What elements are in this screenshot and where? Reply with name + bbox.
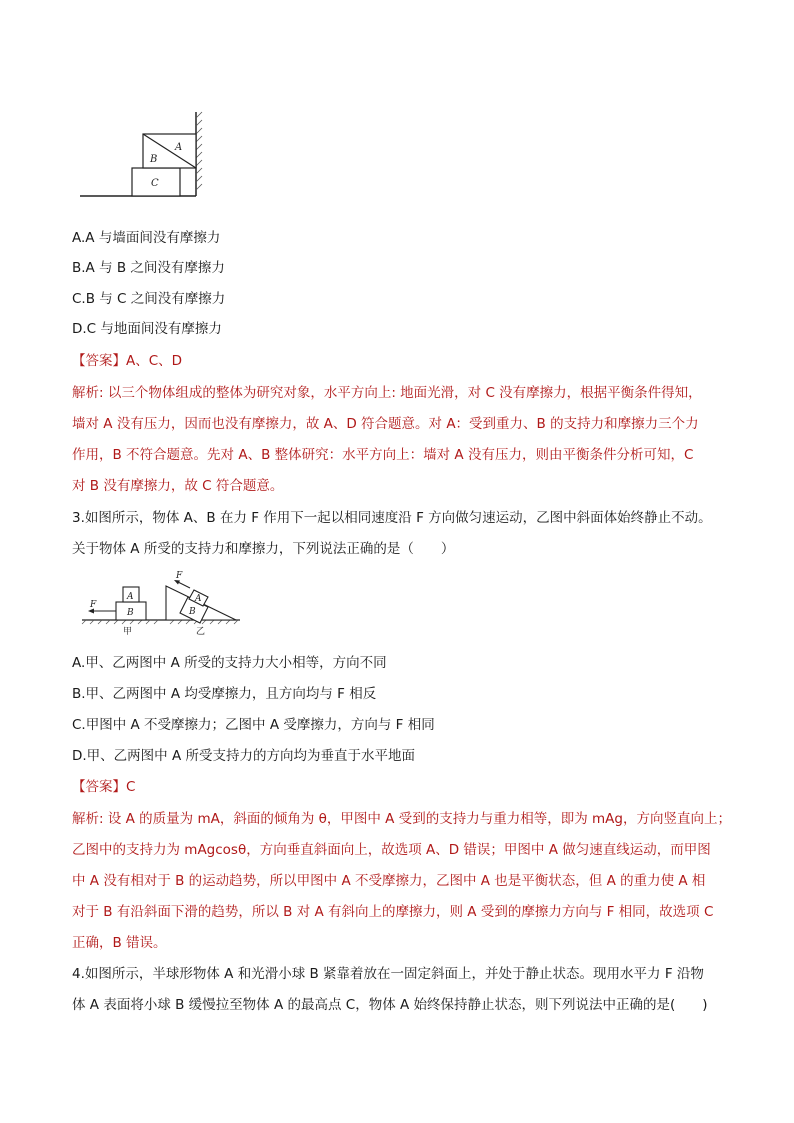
question-text: 体 A 表面将小球 B 缓慢拉至物体 A 的最高点 C，物体 A 始终保持静止状态，则下列说法中正确的是( ): [72, 997, 708, 1013]
label-b-jia: B: [127, 608, 134, 618]
analysis-line: 墙对 A 没有压力，因而也没有摩擦力，故 A、D 符合题意。对 A：受到重力、B 的支持力和摩擦力三个力: [72, 416, 699, 432]
analysis-line: 对于 B 有沿斜面下滑的趋势，所以 B 对 A 有斜向上的摩擦力，则 A 受到的摩擦力方向与 F 相同，故选项 C: [72, 904, 714, 920]
analysis-line: 乙图中的支持力为 mAgcosθ，方向垂直斜面向上，故选项 A、D 错误；甲图中 A 做匀速直线运动，而甲图: [72, 842, 711, 858]
analysis-line: 作用，B 不符合题意。先对 A、B 整体研究：水平方向上：墙对 A 没有压力，则由平衡条件分析可知，C: [72, 447, 694, 463]
answer-label: 【答案】C: [72, 779, 136, 795]
analysis-line: 对 B 没有摩擦力，故 C 符合题意。: [72, 478, 284, 494]
option-b: B.甲、乙两图中 A 均受摩擦力，且方向均与 F 相反: [72, 686, 377, 702]
option-c: C.甲图中 A 不受摩擦力；乙图中 A 受摩擦力，方向与 F 相同: [72, 717, 435, 733]
option-d: D.C 与地面间没有摩擦力: [72, 321, 222, 337]
question-text: 3.如图所示，物体 A、B 在力 F 作用下一起以相同速度沿 F 方向做匀速运动，乙图中斜面体始终静止不动。: [72, 510, 712, 526]
label-a-jia: A: [127, 592, 134, 602]
answer-label: 【答案】A、C、D: [72, 353, 183, 369]
figure-incline: [80, 568, 245, 640]
analysis-line: 中 A 没有相对于 B 的运动趋势，所以甲图中 A 不受摩擦力，乙图中 A 也是平衡状态，但 A 的重力使 A 相: [72, 873, 706, 889]
label-f-yi: F: [176, 571, 183, 581]
option-a: A.甲、乙两图中 A 所受的支持力大小相等，方向不同: [72, 655, 387, 671]
label-f-jia: F: [90, 600, 97, 610]
label-jia: 甲: [123, 627, 133, 637]
figure-blocks-wall: [80, 108, 210, 203]
label-a: A: [175, 142, 183, 153]
analysis-line: 正确，B 错误。: [72, 935, 167, 951]
label-a-yi: A: [195, 594, 202, 604]
option-d: D.甲、乙两图中 A 所受支持力的方向均为垂直于水平地面: [72, 748, 416, 764]
option-b: B.A 与 B 之间没有摩擦力: [72, 260, 225, 276]
label-yi: 乙: [196, 627, 206, 637]
label-b-yi: B: [189, 607, 196, 617]
label-c: C: [151, 178, 159, 189]
label-b: B: [150, 154, 158, 165]
option-a: A.A 与墙面间没有摩擦力: [72, 230, 221, 246]
analysis-line: 解析: 以三个物体组成的整体为研究对象，水平方向上: 地面光滑，对 C 没有摩擦力，根据平衡条件得知，: [72, 385, 702, 401]
option-c: C.B 与 C 之间没有摩擦力: [72, 291, 226, 307]
question-text: 4.如图所示，半球形物体 A 和光滑小球 B 紧靠着放在一固定斜面上，并处于静止状态。现用水平力 F 沿物: [72, 966, 704, 982]
analysis-line: 解析: 设 A 的质量为 mA，斜面的倾角为 θ，甲图中 A 受到的支持力与重力相等，即为 mAg，方向竖直向上；: [72, 811, 731, 827]
question-text: 关于物体 A 所受的支持力和摩擦力，下列说法正确的是（ ）: [72, 541, 455, 557]
